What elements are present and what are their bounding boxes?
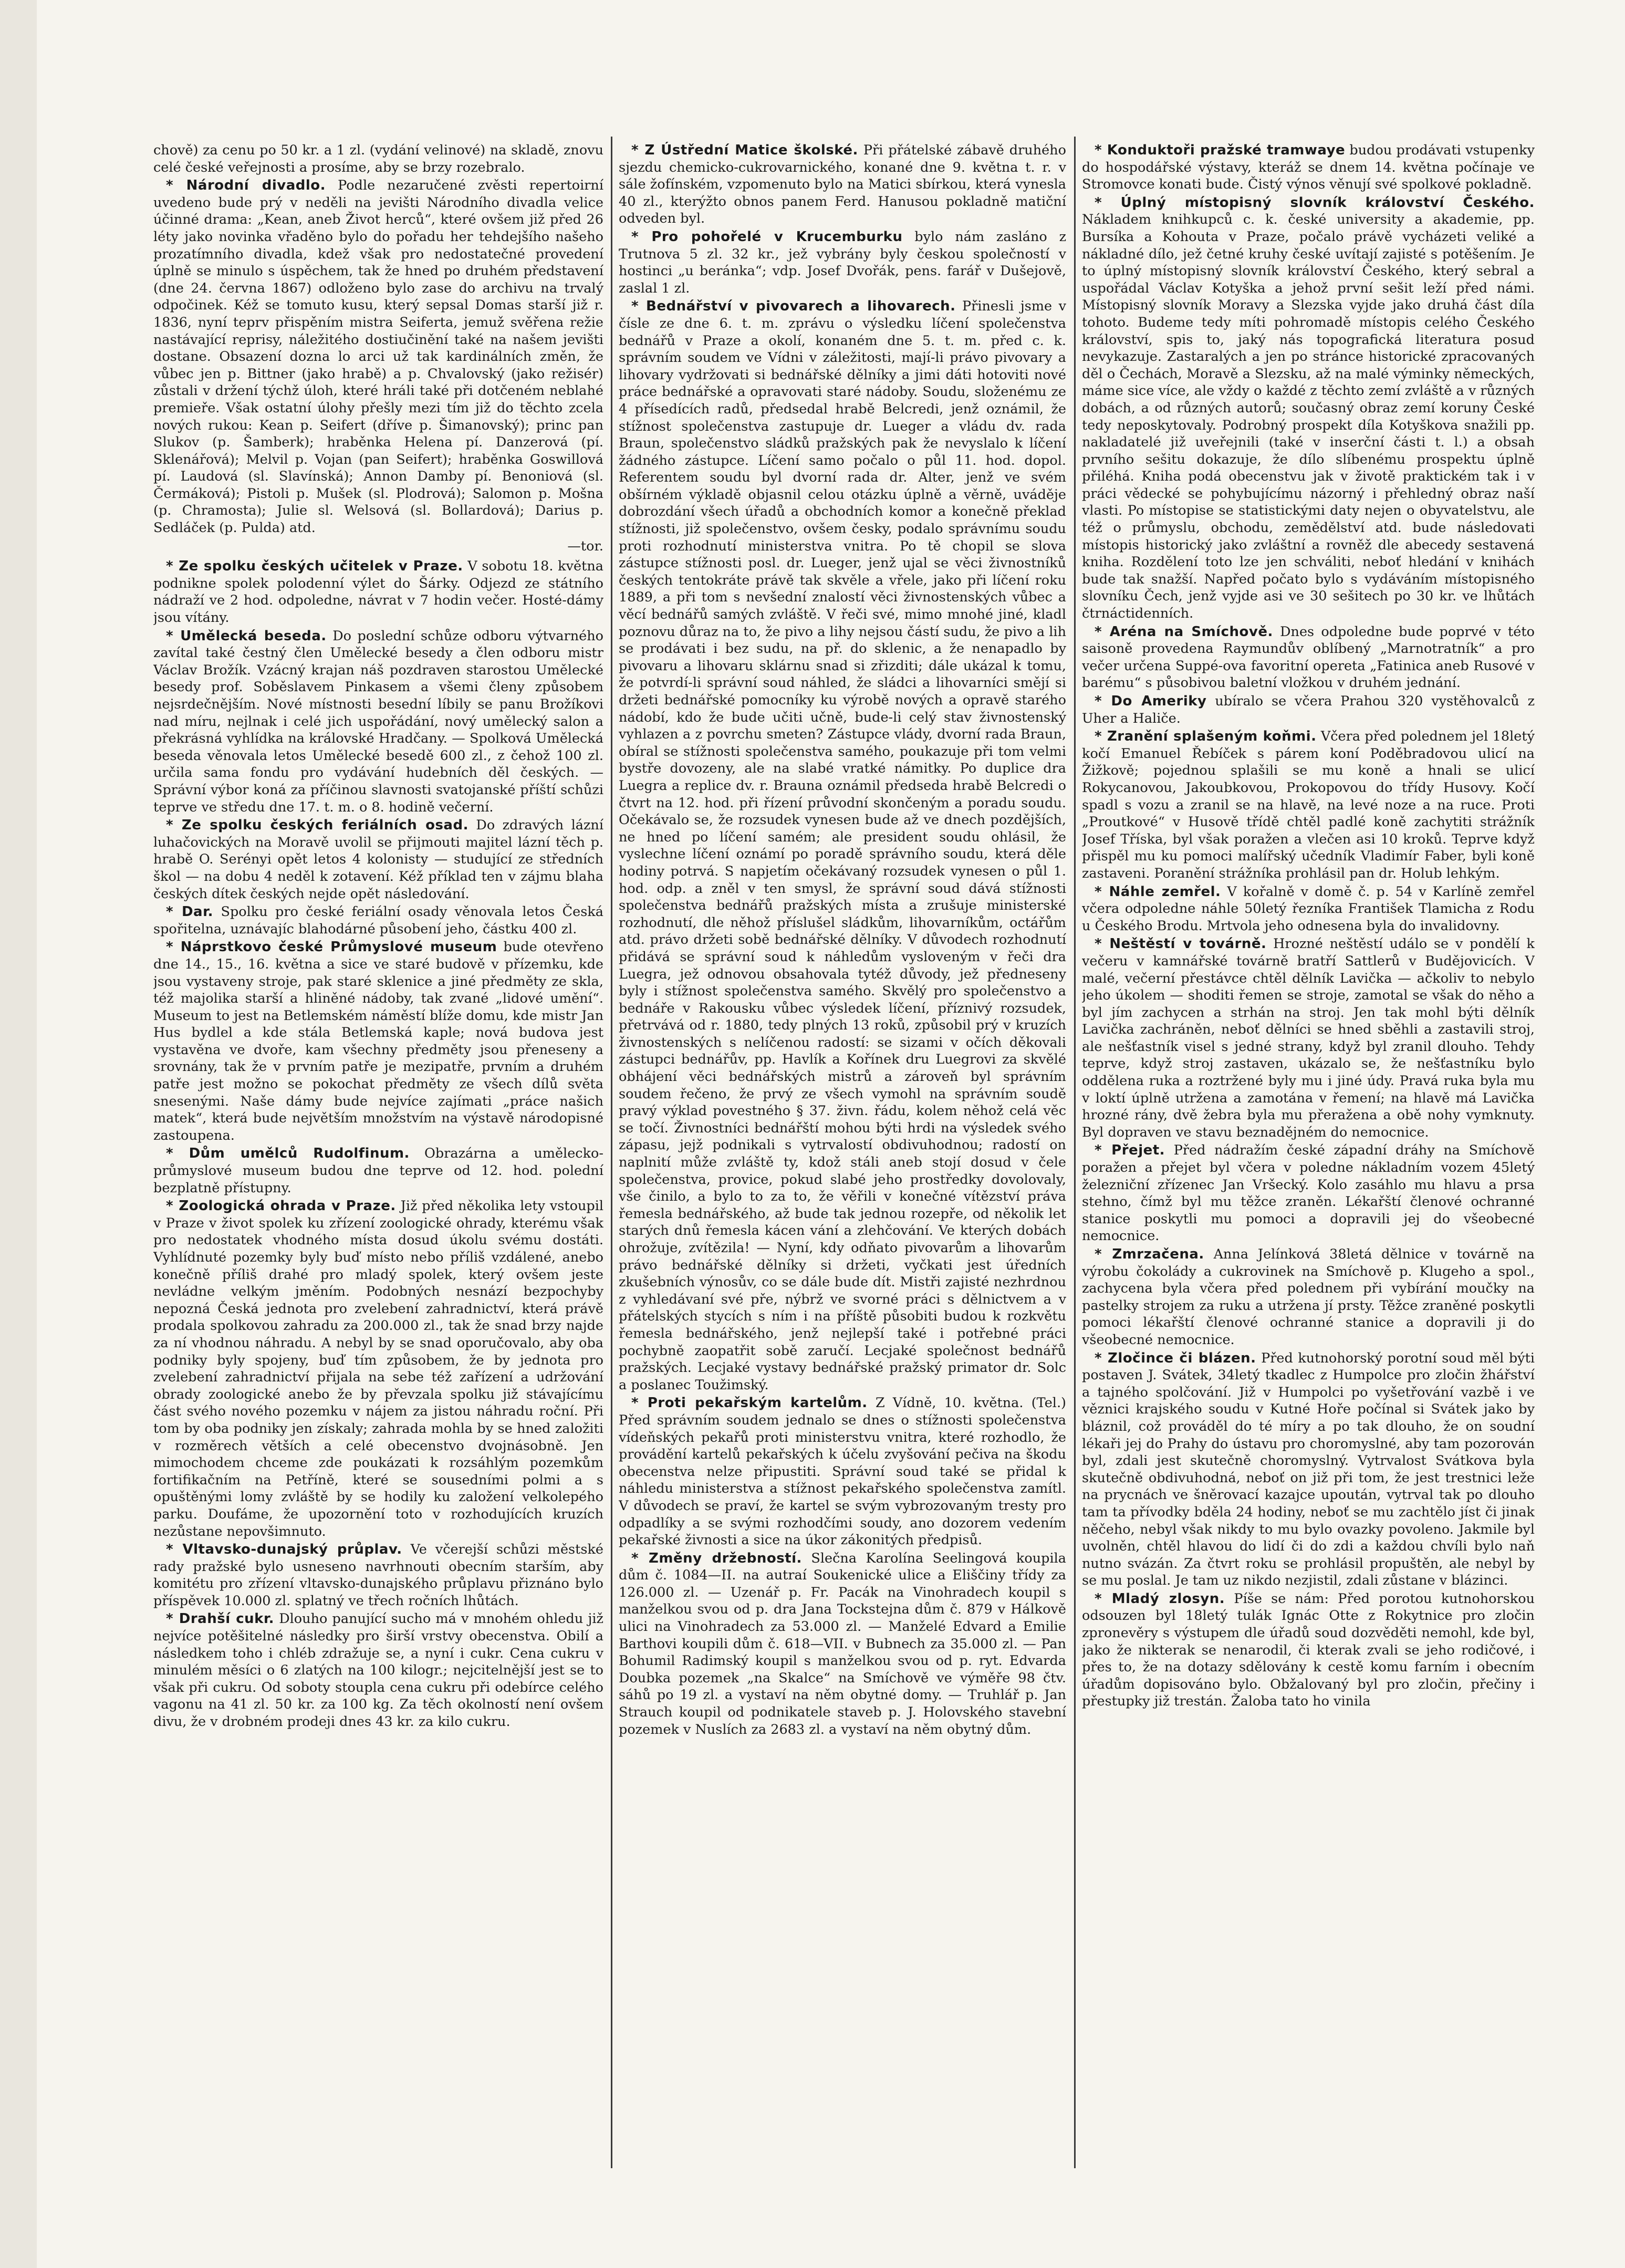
article-heading: * Konduktoři pražské tramwaye xyxy=(1095,142,1346,158)
article-heading: * Úplný místopisný slovník království Českého. xyxy=(1095,194,1535,211)
article xyxy=(153,817,603,902)
article-body: Před kutnohorský porotní soud měl býti postaven J. Svátek, 34letý tkadlec z Humpolce pro zločin žhářství a tajného spolčování. Již v Humpolci po vyšetřování vazbě i ve věznici krajského soudu v Kutné Hoře počínal si Svátek jako by bláznil, což prováděl do té míry a po tak dlouho, že on soudní lékaři jej do Prahy do ústavu pro choromyslné, aby tam pozorován byl, zdali jest skutečně choromyslný. Vytrvalost Svátkova byla skutečně obdivuhodná, neboť on již při tom, že jest trestnici leže na prycnách ve šněrovací kazajce upoután, vytrval tak po dlouho tam ta přívodky bděla 24 hodiny, neboť se mu zachtělo jíst či jinak něčeho, nebyl však nikdy to mu bylo ovazky povoleno. Jakmile byl uvolněn, chtěl hlavou do lidí či do zdi a každou chvíli bylo naň nutno svázán. Za čtvrt roku se prohlásil propuštěn, ale nebyl by se mu poslal. Je tam uz nikdo nezjistil, zdali zůstane v blázinci. xyxy=(1082,1350,1535,1589)
article-body: V sobotu 18. května podnikne spolek polodenní výlet do Šárky. Odjezd ze státního nádraží ve 2 hod. odpoledne, návrat v 7 hodin večer. Hosté-dámy jsou vítány. xyxy=(153,558,603,626)
article xyxy=(153,1610,603,1730)
article-heading: * Pro pohořelé v Krucemburku xyxy=(631,228,903,245)
article-body: budou prodávati vstupenky do hospodářské výstavy, kteráž se dnem 14. května počínaje ve Stromovce konati bude. Čistý výnos věnují své spolkové pokladně. xyxy=(1082,142,1535,193)
column-rule xyxy=(611,137,612,2168)
article-heading: * Z Ústřední Matice školské. xyxy=(631,142,858,158)
article-body: Slečna Karolína Seelingová koupila dům č. 1084—II. na autraí Soukenické ulice a Eliščiny třídy za 126.000 zl. — Uzenář p. Fr. Pacák na Vinohradech koupil s manželkou svou od p. dra Jana Tockstejna dům č. 879 v Hálkově ulici na Vinohradech za 53.000 zl. — Manželé Edvard a Emilie Barthovi koupili dům č. 618—VII. v Bubnech za 35.000 zl. — Pan Bohumil Radimský koupil s manželkou svou od p. ryt. Edvarda Doubka pozemek „na Skalce“ na Smíchově ve výměře 98 čtv. sáhů po 19 zl. a vystaví na něm obytné domy. — Truhlář p. Jan Strauch koupil od podnikatele staveb p. J. Holovského stavební pozemek v Nuslích za 2683 zl. a vystaví na něm obytný dům. xyxy=(619,1550,1066,1738)
article-body: Dlouho panující sucho má v mnohém ohledu již nejvíce potěšitelné následky pro širší vrstvy obecenstva. Obilí a následkem toho i chléb zdražuje se, a nyní i cukr. Cena cukru v minulém měsíci o 6 zlatých na 100 kilogr.; nejcitelnější jest se to však při cukru. Od soboty stoupla cena cukru při odebírce celého vagonu na 41 zl. 50 kr. za 100 kg. Za těch okolností není ovšem divu, že v drobném prodeji dnes 43 kr. za kilo cukru. xyxy=(153,1611,603,1730)
article-heading: * Ze spolku českých učitelek v Praze. xyxy=(166,558,463,575)
article-body: Do zdravých lázní luhačovických na Moravě uvolil se přijmouti majitel lázní těch p. hrabě O. Serényi opět letos 4 kolonisty — studující ze středních škol — na dobu 4 neděl k zotavení. Kéž příklad ten v zájmu blaha českých dítek českých nejde opět následování. xyxy=(153,817,603,902)
article xyxy=(619,1550,1066,1739)
article-heading: * Náhle zemřel. xyxy=(1095,883,1221,900)
article xyxy=(153,1541,603,1609)
article-heading: * Mladý zlosyn. xyxy=(1095,1590,1225,1607)
article-body: Spolku pro české feriální osady věnovala letos Česká spořitelna, uznávajíc blahodárné působení jeho, částku 400 zl. xyxy=(153,904,603,937)
article-heading: * Zranění splašeným koňmi. xyxy=(1095,729,1317,745)
article-body: bylo nám zasláno z Trutnova 5 zl. 32 kr., jež vybrány byly českou společností v hostinci „u beránka“; vdp. Josef Dvořák, pens. farář v Dušejově, zaslal 1 zl. xyxy=(619,228,1066,296)
article-heading: * Umělecká beseda. xyxy=(166,628,327,644)
column-1 xyxy=(153,142,603,2173)
article-body: Již před několika lety vstoupil v Praze v život spolek ku zřízení zoologické ohrady, kterému však pro nedostatek vhodného místa dosud úkolu svému dostáti. Vyhlídnuté pozemky byly buď místo nebo příliš vzdálené, anebo konečně příliš drahé pro mladý spolek, který ovšem jeste nevládne velkým jměním. Podobných nesnází bezpochyby nepozná Česká jednota pro zvelebení zahradnictví, která právě prodala spolkovou zahradu za 200.000 zl., tak že snad brzy najde za ní vhodnou náhradu. A nebyl by se snad oporučovalo, aby oba podniky byly spojeny, buď tím způsobem, že by jednota pro zvelebení zahradnictví přijala na sebe též zařízení a udržování obrady zoologické anebo že by převzala spolku již stávajícímu část svého nového pozemku v nájem za jistou náhradu roční. Při tom by oba podniky jen získaly; zahrada mohla by se hned založiti v rozměrech větších a celé obecenstvo dvojnásobně. Jen mimochodem chceme zde poukázati k rozsáhlým pozemkům fortifikačním na Petříně, které se sousedními polmi a s opuštěnými lomy zvláště by se hodily ku založení velkolepého parku. Doufáme, že upozornění toto v rozhodujících kruzích nezůstane nepovšimnuto. xyxy=(153,1198,603,1539)
article-heading: * Náprstkovo české Průmyslové museum xyxy=(166,939,497,955)
article-heading: * Ze spolku českých feriálních osad. xyxy=(166,817,468,834)
article-heading: * Změny držebností. xyxy=(631,1550,802,1566)
article xyxy=(1082,142,1535,193)
article-body: Do poslední schůze odboru výtvarného zavítal také čestný člen Umělecké besedy a člen odboru mistr Václav Brožík. Vzácný krajan náš pozdraven starostou Umělecké besedy prof. Soběslavem Pinkasem a všemi členy způsobem nejsrdečnějším. Nové místnosti besední líbily se panu Brožíkovi nad míru, nejlnak i celé jich uspořádání, nový umělecký salon a překrásná vyhlídka na královské Hradčany. — Spolková Umělecká beseda věnovala letos Umělecké besedě 600 zl., z čehož 100 zl. určila sama fondu pro vydávání hudebních děl českých. — Správní výbor koná za příčinou slavnosti svatojanské příští schůzi teprve ve středu dne 17. t. m. o 8. hodině večerní. xyxy=(153,628,603,815)
article-heading: * Drahší cukr. xyxy=(166,1611,274,1627)
article-heading: * Neštěstí v továrně. xyxy=(1095,936,1267,952)
article xyxy=(153,177,603,536)
article-heading: * Bednářství v pivovarech a lihovarech. xyxy=(631,298,956,315)
page-edge xyxy=(0,0,37,2268)
article xyxy=(153,903,603,938)
article-body: Při přátelské zábavě druhého sjezdu chemicko-cukrovarnického, konané dne 9. května t. r. v sále žofínském, vzpomenuto bylo na Matici sbírkou, která vynesla 40 zl., kterýžto obnos panem Ferd. Hanusou pokladně matiční odveden byl. xyxy=(619,142,1066,227)
article xyxy=(153,1145,603,1197)
article-heading: * Dům umělců Rudolfinum. xyxy=(166,1146,410,1162)
article xyxy=(1082,1142,1535,1245)
article-body: Přinesli jsme v čísle ze dne 6. t. m. zprávu o výsledku líčení společenstva bednářů v Praze a okolí, konaném dne 5. t. m. před c. k. správním soudem ve Vídni v záležitosti, mají-li právo pivovary a lihovary vydržovati si bednářské dělníky a jimi dáti hotoviti nové práce bednářské a opravovati staré nádoby. Soudu, složenému ze 4 přísedících radů, předsedal hrabě Belcredi, jenž oznámil, že stížnost společenstva zastupuje dr. Lueger a vládu dv. rada Braun, společenstvo sládků pražských pak že nevyslalo k líčení žádného zástupce. Líčení samo počalo o půl 11. hod. dopol. Referentem soudu byl dvorní rada dr. Alter, jenž ve svém obšírném výkladě objasnil celou otázku úplně a věrně, uváděje dobrozdání všech úřadů a obchodních komor a konečně překlad stížnosti, již společenstvo, ovšem česky, podalo správnímu soudu proti rozhodnutí ministerstva vnitra. Po tě chopil se slova zástupce stížnosti posl. dr. Lueger, jenž ujal se věci živnostníků českých tentokráte právě tak skvěle a vřele, jako při líčení roku 1889, a při tom s nevšední znalostí věci živnostenských vůbec a věcí bednářů samých zvláště. V řeči své, mimo mnohé jiné, kladl poznovu důraz na to, že pivo a lihy nejsou částí sudu, že pivo a lih se prodávati i bez sudu, na př. do sklenic, a že nenapadlo by pivovaru a lihovaru sklárnu snad si zřizditi; dále ukázal k tomu, že potvrdí-li správní soud náhled, že sládci a lihovarníci smějí si držeti bednářské pomocníky ku výrobě nových a opravě starého nádobí, kdo že bude učiti učně, bude-li celý stav živnostenský vyhlazen a z povrchu smeten? Zástupce vlády, dvorní rada Braun, obíral se stížnosti společenstva samého, poukazuje při tom velmi bystře dovozeny, ale na slabé vratké námitky. Po duplice dra Luegra a replice dv. r. Brauna oznámil předseda hrabě Belcredi o čtvrt na 12. hod. při řízení průvodní skončeným a poradu soudu. Očekávalo se, že rozsudek vynesen bude až ve dnech pozdějších, ne hned po líčení samém; ale president soudu ohlásil, že vyslechne líčení oznámí po poradě správního soudu, která děle hodiny potrvá. S napjetím očekávaný rozsudek vynesen o půl 1. hod. odp. a zněl v ten smysl, že správní soud dává stížnosti společenstva bednářů pražských místa a zrušuje ministerské rozhodnutí, dle něhož příslušel sládkům, lihovarníkům, octářům atd. právo držeti sobě bednářské dělníky. V důvodech rozhodnutí přidává se správní soud k náhledům vysloveným v řeči dra Luegra, jež odnovou obsahovala tytéž důvody, jež předneseny byly i stížnost společenstva samého. Skvělý pro společenstvo a bednáře v Rakousku vůbec výsledek líčení, příznivý rozsudek, přetrvává od r. 1880, tedy plných 13 roků, způsobil prý v kruzích živnostenských s nelíčenou radostí: se sizami v očích děkovali zástupci bednářův, pp. Havlík a Kořínek dru Luegrovi za skvělé obhájení věci bednářských mistrů a zároveň byl správním soudem řečeno, že prvý ze všech vymohl na správním soudě pravý výklad povestného § 37. živn. řádu, kolem něhož celá věc se točí. Živnostníci bednářští mohou býti hrdi na výsledek svého zápasu, jejž podnikali s vytrvalostí obdivuhodnou; radostí on naplnití může zvláště ty, kdož stáli aneb stojí dosud v čele společenstva, provice, pokud slabé jeho prostředky dovolovaly, vše činilo, a bylo to za to, že věřili v konečné vítězství práva řemesla bednářského, až bude tak jednou rozepře, od několik let starých dnů řemesla kácen vání a zlehčování. Ve kterých dobách ohrožuje, zvítězila! — Nyní, kdy odňato pivovarům a lihovarům právo bednářské dělníky si držeti, vyčkati jest úředních zkušebních výnosův, co se dále bude dít. Mistři zajisté nezhrdnou z vyhledávaní své pře, nýbrž ve svorné práci s dělnictvem a v přátelských stycích s ním i na příště působiti budou k rozkvětu řemesla bednářského, jenž nejlepší také i potřebné práci pochybně zaopatřit sobě zaručí. Lecjaké společnost bednářů pražských. Lecjaké vystavy bednářské pražský primator dr. Solc a poslanec Toužimský. xyxy=(619,298,1066,1393)
article-body: Píše se nám: Před porotou kutnohorskou odsouzen byl 18letý tulák Ignác Otte z Rokytnice pro zločin zpronevěry s výstupem dle úřadů soud dozvěděti nemohl, kde byl, jako že nikterak se nenarodil, či kterak zvali se jeho rodičové, i přes to, že na dotazy sdělovány k cestě komu farním i obecním úřadům dopisováno bylo. Obžalovaný byl pro zločin, přečiny i přestupky již trestán. Žaloba tato ho vinila xyxy=(1082,1590,1535,1710)
article xyxy=(619,228,1066,297)
article-body: chově) za cenu po 50 kr. a 1 zl. (vydání velinové) na skladě, znovu celé české veřejnosti a prosíme, aby se brzy rozebralo. xyxy=(153,142,603,175)
article xyxy=(1082,693,1535,727)
article xyxy=(153,939,603,1144)
article-body: Hrozné neštěstí událo se v pondělí k večeru v kamnářské továrně bratří Sattlerů v Budějovicích. V malé, večerní přestávce chtěl dělník Lavička — ačkoliv to nebylo jeho úkolem — shoditi řemen se stroje, zamotal se však do něho a byl jím zachycen a strhán na stroj. Jen tak mohl býti dělník Lavička zachráněn, neboť dělníci se hned sběhli a zastavili stroj, ale nešťastník visel s jedné strany, když byl zranil dlouho. Tehdy teprve, když stroj zastaven, ukázalo se, že nešťastníku bylo oddělena ruka a roztržené byly mu i jiné údy. Pravá ruka byla mu v loktí úplně utržena a zamotána v řemení; na hlavě má Lavička hrozné rány, dvě žebra byla mu přeražena a obě nohy vymknuty. Byl dopraven ve stavu beznadějném do nemocnice. xyxy=(1082,936,1535,1140)
article-heading: * Přejet. xyxy=(1095,1142,1165,1159)
article-body: Nákladem knihkupců c. k. české university a akademie, pp. Bursíka a Kohouta v Praze, počalo právě vycházeti veliké a nákladné dílo, jež četné kruhy české uvítají zajisté s potěšením. Je to úplný místopisný slovník království Českého, který sebral a uspořádal Václav Kotyška a jehož první sešit leží před námi. Místopisný slovník Moravy a Slezska vyjde jako druhá část díla tohoto. Budeme tedy míti pohromadě místopis celého Českého království, spis to, jaký nás topografická literatura posud nevykazuje. Zastaralých a jen po stránce historické zpracovaných děl o Čechách, Moravě a Slezsku, až na malé výminky německých, máme sice více, ale vždy o každé z těchto zemí zvláště a v různých dobách, a od různých autorů; současný obraz zemí koruny České tedy neposkytovaly. Podrobný prospekt díla Kotyškova snažili pp. nakladatelé již uveřejnili (také v inserční části t. l.) a obsah prvního sešitu dokazuje, že dílo slíbenému prospektu úplně přiléhá. Kniha podá obecenstvu jak v životě praktickém tak i v práci vědecké se pohybujícímu názorný i přehledný obraz naší vlasti. Po místopise se statistickými daty nejen o obyvatelstvu, ale též o průmyslu, obchodu, zemědělství atd. bude následovati místopis historický jako zvláštní a rovněž dle abecedy sestavená kniha. Rozdělení toto lze jen schváliti, neboť hledání v knihách bude tak snažší. Napřed počato bylo s vydáváním místopisného slovníku Čech, jenž vyjde asi ve 30 sešitech po 30 kr. ve lhůtách čtrnáctidenních. xyxy=(1082,212,1535,622)
article-body: bude otevřeno dne 14., 15., 16. května a sice ve staré budově v přízemku, kde jsou vystaveny stroje, pak staré sklenice a jiné předměty ze skla, též majolika starší a hliněné nádoby, tak zvané „lidové umění“. Museum to jest na Betlemském náměstí blíže domu, kde mistr Jan Hus bydlel a kde stála Betlemská kaple; nová budova jest vystavěna ve dvoře, kam všechny předměty jsou přeneseny a srovnány, tak že v prvním patře je mezipatře, prvním a druhém patře jest možno se pokochat předměty ze všech dílů světa snesenými. Naše dámy bude nejvíce zajímati „práce našich matek“, která bude největším množstvím na výstavě národopisné zastoupena. xyxy=(153,939,603,1143)
article xyxy=(153,558,603,626)
article-heading: * Vltavsko-dunajský průplav. xyxy=(166,1542,402,1558)
article-body: ubíralo se včera Prahou 320 vystěhovalců z Uher a Haliče. xyxy=(1082,693,1535,726)
article xyxy=(1082,728,1535,882)
article-body: Dnes odpoledne bude poprvé v této saisoně provedena Raymundův oblíbený „Marnotratník“ a pro večer určena Suppé-ova favoritní opereta „Fatinica aneb Rusové v barému“ s působivou baletní vložkou v druhém jednání. xyxy=(1082,623,1535,691)
article-body: Včera před polednem jel 18letý kočí Emanuel Řebíček s párem koní Poděbradovou ulicí na Žižkově; pojednou splašili se mu koně a hnali se ulicí Rokycanovou, Jakoubkovou, Prokopovou do třídy Husovy. Kočí spadl s vozu a zranil se na hlavě, na levé noze a na ruce. Proti „Proutkové“ v Husově třídě chtěl padlé koně zachytiti strážník Josef Tříska, byl však poražen a vlečen asi 10 kroků. Teprve když přispěl mu ku pomoci malířský učedník Vladimír Faber, byli koně zastaveni. Poranění strážníka prohlásil pan dr. Holub lehkým. xyxy=(1082,729,1535,881)
article-body: Z Vídně, 10. května. (Tel.) Před správním soudem jednalo se dnes o stížnosti společenstva vídeňských pekařů proti ministerstvu vnitra, které rozhodlo, že provádění kartelů pekařských k účelu zvyšování pečiva na škodu obecenstva nelze připustiti. Správní soud také se přidal k náhledu ministerstva a stížnost pekařského společenstva zamítl. V důvodech se praví, že kartel se svým vybrozovaným tresty pro odpadlíky a se svými rozhodčími soudy, ano dozorem vedením pekařské živnosti a sice na úkor zákonitých předpisů. xyxy=(619,1395,1066,1548)
article-heading: * Dar. xyxy=(166,904,214,920)
article-body: Anna Jelínková 38letá dělnice v továrně na výrobu čokolády a cukrovinek na Smíchově p. Klugeho a spol., zachycena byla včera před polednem při vybírání moučky na pastelky strojem za ruku a utržena jí prsty. Těžce zraněné poskytli pomoci lékařští členové ochranné stanice a dopravili ji do všeobecné nemocnice. xyxy=(1082,1246,1535,1348)
article-heading: * Aréna na Smíchově. xyxy=(1095,623,1273,640)
article xyxy=(153,142,603,176)
column-3 xyxy=(1082,142,1535,2173)
column-rule xyxy=(1074,137,1076,2168)
article-body: Obrazárna a umělecko-průmyslové museum budou dne teprve od 12. hod. polední bezplatně přístupny. xyxy=(153,1146,603,1196)
article-signature: —tor. xyxy=(567,538,603,554)
article xyxy=(1082,1590,1535,1710)
article xyxy=(619,142,1066,227)
article xyxy=(153,1198,603,1540)
article xyxy=(619,1395,1066,1548)
article xyxy=(1082,623,1535,692)
article xyxy=(619,298,1066,1393)
article-heading: * Do Ameriky xyxy=(1095,693,1207,709)
article-body: Před nádražím české západní dráhy na Smíchově poražen a přejet byl včera v poledne nákladním vozem 45letý železniční zřízenec Jan Vršecký. Kolo zasáhlo mu hlavu a prsa stehno, čímž byl mu těžce zraněn. Lékařští členové ochranné stanice poskytli mu pomoci a dopravili jej do všeobecné nemocnice. xyxy=(1082,1142,1535,1244)
article-heading: * Národní divadlo. xyxy=(166,178,326,194)
article-heading: * Zoologická ohrada v Praze. xyxy=(166,1198,396,1214)
article-body: Ve včerejší schůzi městské rady pražské bylo usneseno navrhnouti obecním starším, aby komitétu pro zřízení vltavsko-dunajského průplavu přiznáno bylo příspěvek 10.000 zl. splatný ve třech ročních lhůtách. xyxy=(153,1542,603,1609)
article xyxy=(1082,935,1535,1141)
article xyxy=(153,628,603,816)
article xyxy=(1082,1350,1535,1589)
article xyxy=(1082,883,1535,935)
article-body: V kořalně v domě č. p. 54 v Karlíně zemřel včera odpoledne náhle 50letý řezníka František Tlamicha z Rodu u Českého Brodu. Mrtvola jeho odnesena byla do invalidovny. xyxy=(1082,883,1535,934)
article xyxy=(1082,1246,1535,1349)
article-heading: * Proti pekařským kartelům. xyxy=(631,1395,868,1411)
article-heading: * Zločince či blázen. xyxy=(1095,1350,1256,1366)
article xyxy=(1082,194,1535,622)
article-body: Podle nezaručené zvěsti repertoirní uvedeno bude prý v neděli na jevišti Národního divadla velice účinné drama: „Kean, aneb Život herců“, které ovšem již před 26 léty jako novinka vřaděno bylo do pořadu her tehdejšího našeho prozatímního divadla, kdež však pro nedostatečné provedení úplně se minulo s úspěchem, tak že hned po druhém představení (dne 24. června 1867) odloženo bylo zase do archivu na trvalý odpočinek. Kéž se tomuto kusu, který sepsal Domas starší již r. 1836, nyní teprv přispěním mistra Seiferta, jemuž svěřena režie nastávající reprisy, náležitého dostiučinění také na našem jevišti dostane. Obsazení dozna lo arci už tak kardinálních změn, že vůbec jen p. Bittner (jako hrabě) a p. Chvalovský (jako režisér) zůstali v držení týchž úloh, které hráli také při dotčeném neblahé premieře. Však ostatní úlohy přešly mezi tím již do těchto zcela nových rukou: Kean p. Seifert (dříve p. Šimanovský); princ pan Slukov (p. Šamberk); hraběnka Helena pí. Danzerová (pí. Sklenářová); Melvil p. Vojan (pan Seifert); hraběnka Goswillová pí. Laudová (sl. Slavínská); Annon Damby pí. Benoniová (sl. Čermáková); Pistoli p. Mušek (sl. Plodrová); Salomon p. Mošna (p. Chramosta); Julie sl. Welsová (sl. Bollardová); Darius p. Sedláček (p. Pulda) atd. xyxy=(153,178,603,536)
column-2 xyxy=(619,142,1066,2173)
article-heading: * Zmrzačena. xyxy=(1095,1246,1204,1262)
